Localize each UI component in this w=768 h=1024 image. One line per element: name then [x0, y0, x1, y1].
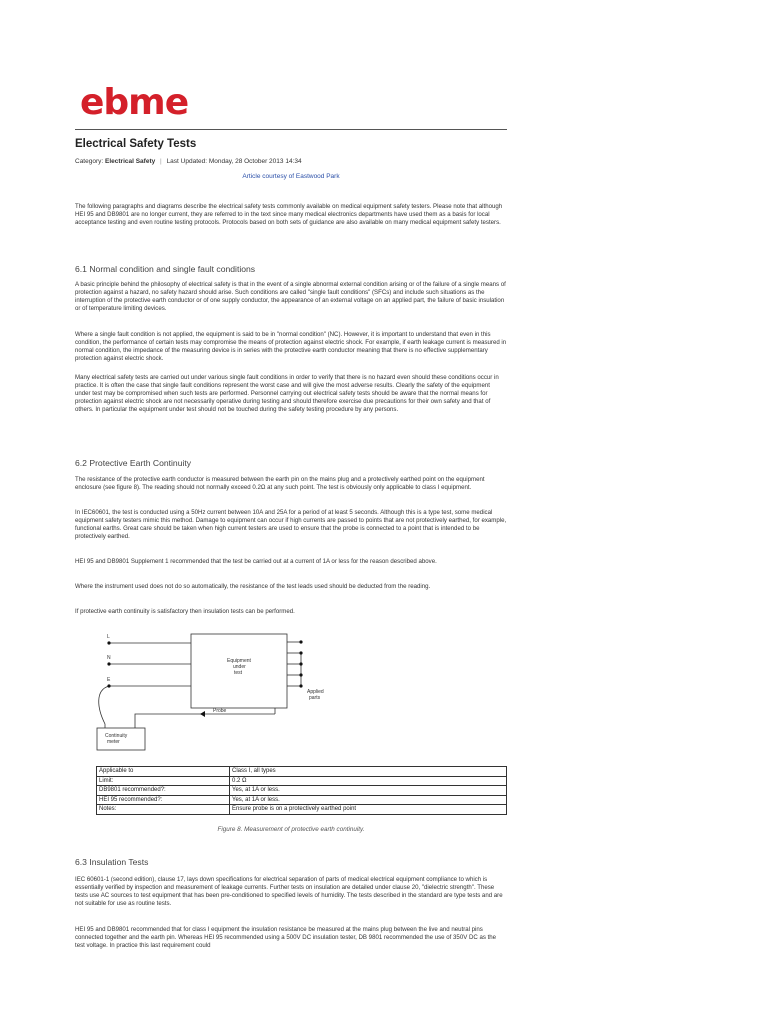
label-neutral: N [107, 655, 111, 661]
figure-caption: Figure 8. Measurement of protective earth continuity. [217, 826, 365, 833]
probe-arrow [200, 711, 205, 717]
category-link[interactable]: Electrical Safety [105, 158, 156, 165]
neutral-terminal [107, 662, 110, 665]
table-key: Applicable to [97, 767, 230, 777]
applied-part-terminal-4 [299, 673, 302, 676]
header-divider [75, 129, 507, 130]
page-title: Electrical Safety Tests [75, 138, 197, 150]
applied-part-terminal-1 [299, 640, 302, 643]
table-value: Yes, at 1A or less. [230, 786, 507, 796]
ebme-logo[interactable]: ebme [80, 82, 189, 123]
table-value: Class I, all types [230, 767, 507, 777]
table-key: Notes: [97, 805, 230, 815]
s62-paragraph-5: If protective earth continuity is satisfactory then insulation tests can be performed. [75, 608, 295, 615]
label-applied: Applied [307, 689, 324, 695]
table-key: HEI 95 recommended?: [97, 795, 230, 805]
table-key: DB9801 recommended?: [97, 786, 230, 796]
table-value: 0.2 Ω [230, 776, 507, 786]
meter-lead-earth [99, 686, 109, 728]
section-heading-6-2: 6.2 Protective Earth Continuity [75, 458, 192, 468]
meta-separator: | [160, 158, 162, 165]
table-key: Limit: [97, 776, 230, 786]
label-test: test [234, 670, 243, 676]
courtesy-line [75, 173, 507, 180]
s62-paragraph-1: The resistance of the protective earth conductor is measured between the earth pin on the mains plug and a protectively earthed point on the equipment enclosure (see figure 8). The reading should not normally exceed 0.2Ω at any such point. The test is obviously only applicable to class I equipment. [75, 476, 485, 491]
meter-lead-probe [135, 714, 205, 728]
s62-paragraph-3: HEI 95 and DB9801 Supplement 1 recommended that the test be carried out at a current of 1A or less for the reason described above. [75, 558, 437, 565]
live-terminal [107, 641, 110, 644]
earth-terminal [107, 684, 110, 687]
table-row [97, 776, 507, 786]
article-meta [75, 158, 302, 165]
s61-paragraph-3: Many electrical safety tests are carried out under various single fault conditions in order to verify that there is no hazard even should these conditions occur in practice. It is often the case that single fault conditions represent the worst case and will give the most adverse results. Clearly the safety of the equipment under test may be compromised when such tests are performed. Personnel carrying out electrical safety tests should be aware that the normal means for protection against electric shock are not necessarily operative during testing and should therefore exercise due precautions for their own safety and that of others. In particular the equipment under test should not be touched during the safety testing procedure by any persons. [75, 374, 499, 413]
s61-paragraph-2: Where a single fault condition is not applied, the equipment is said to be in "normal condition" (NC). However, it is important to understand that even in this condition, the performance of certain tests may compromise the means of protection against electric shock. For example, if earth leakage current is measured in normal condition, the impedance of the measuring device is in series with the protective earth conductor meaning that there is no effective supplementary protection against electric shock. [75, 331, 507, 362]
table-row [97, 786, 507, 796]
applied-part-terminal-3 [299, 662, 302, 665]
last-updated: Last Updated: Monday, 28 October 2013 14:34 [166, 158, 302, 165]
label-earth: E [107, 677, 111, 683]
table-row [97, 795, 507, 805]
courtesy-link[interactable]: Article courtesy of Eastwood Park [242, 173, 340, 180]
table-row [97, 805, 507, 815]
label-live: L [107, 634, 110, 640]
label-parts: parts [309, 695, 321, 701]
label-equipment: Equipment [227, 658, 251, 664]
intro-paragraph: The following paragraphs and diagrams describe the electrical safety tests commonly available on medical equipment safety testers. Please note that although HEI 95 and DB9801 are no longer current, they are referred to in the text since many medical electronics departments have used them as a basis for local acceptance testing and even routine testing protocols. Protocols based on both sets of guidance are also available on many medical equipment safety testers. [75, 203, 503, 226]
s61-paragraph-1: A basic principle behind the philosophy of electrical safety is that in the event of a single abnormal external condition arising or of the failure of a single means of protection against a hazard, no safety hazard should arise. Such conditions are called "single fault conditions" (SFCs) and include such situations as the interruption of the protective earth conductor or of one supply conductor, the appearance of an external voltage on an applied part, the failure of basic insulation or of temperature limiting devices. [75, 281, 506, 312]
earth-continuity-diagram [95, 628, 395, 758]
table-value: Yes, at 1A or less. [230, 795, 507, 805]
table-value: Ensure probe is on a protectively earthed point [230, 805, 507, 815]
label-under: under [233, 664, 246, 670]
label-meter: meter [107, 739, 120, 745]
label-continuity: Continuity [105, 733, 128, 739]
category-label: Category: [75, 158, 104, 165]
s62-paragraph-2: In IEC60601, the test is conducted using a 50Hz current between 10A and 25A for a period of at least 5 seconds. Although this is a type test, some medical equipment safety testers mimic this method. Damage to equipment can occur if high currents are passed to points that are not protectively earthed, for example, functional earths. Great care should be taken when high current testers are used to ensure that the probe is connected to a point that is intended to be protectively earthed. [75, 509, 507, 540]
s63-paragraph-2: HEI 95 and DB9801 recommended that for class I equipment the insulation resistance be measured at the mains plug between the live and neutral pins connected together and the earth pin. Whereas HEI 95 recommended using a 500V DC insulation tester, DB 9801 recommended the use of 350V DC as the test voltage. In practice this last requirement could [75, 926, 497, 949]
spec-table [96, 766, 507, 815]
applied-part-terminal-2 [299, 651, 302, 654]
section-heading-6-3: 6.3 Insulation Tests [75, 857, 149, 867]
label-probe: Probe [213, 708, 227, 714]
continuity-meter-box [97, 728, 145, 750]
section-heading-6-1: 6.1 Normal condition and single fault conditions [75, 264, 256, 274]
table-row [97, 767, 507, 777]
s63-paragraph-1: IEC 60601-1 (second edition), clause 17, lays down specifications for electrical separation of parts of medical electrical equipment compliance to which is essentially verified by inspection and measurement of leakage currents. Further tests on insulation are detailed under clause 20, "dielectric strength". These tests use AC sources to test equipment that has been pre-conditioned to specified levels of humidity. The tests described in the standard are type tests and are not suitable for use as routine tests. [75, 876, 503, 907]
applied-part-terminal-5 [299, 684, 302, 687]
s62-paragraph-4: Where the instrument used does not do so automatically, the resistance of the test leads used should be deducted from the reading. [75, 583, 431, 590]
